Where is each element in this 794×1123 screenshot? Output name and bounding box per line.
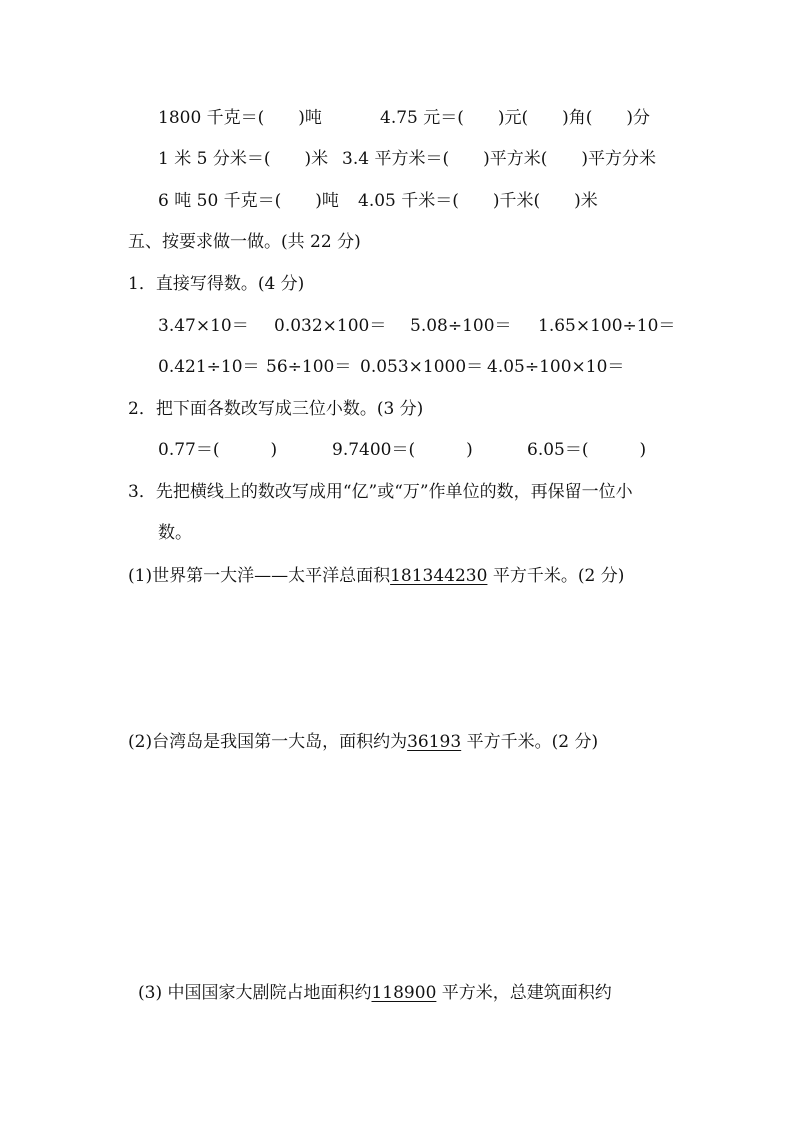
- q3-part2-post: 平方千米。(2 分): [461, 732, 599, 752]
- q3-part1-pre: (1)世界第一大洋——太平洋总面积: [128, 566, 391, 586]
- q3-part2-number: 36193: [407, 732, 462, 752]
- q1-r2-c: 0.053×1000＝: [360, 357, 484, 377]
- conv-r2-left: 1 米 5 分米＝( )米: [158, 149, 329, 169]
- q3-part3-post: 平方米，总建筑面积约: [436, 983, 612, 1003]
- q2-item-3: 6.05＝( ): [527, 440, 647, 460]
- conv-r3-right: 4.05 千米＝( )千米( )米: [358, 191, 598, 211]
- q2-title: 2．把下面各数改写成三位小数。(3 分): [128, 399, 424, 419]
- q3-title-line1: 3．先把横线上的数改写成用“亿”或“万”作单位的数，再保留一位小: [128, 482, 633, 502]
- q3-part2-pre: (2)台湾岛是我国第一大岛，面积约为: [128, 732, 408, 752]
- section5-title: 五、按要求做一做。(共 22 分): [128, 232, 361, 252]
- q3-part1-number: 181344230: [390, 566, 488, 586]
- q3-part2: [128, 732, 598, 752]
- q3-part3: [138, 983, 612, 1003]
- q3-part3-number: 118900: [371, 983, 437, 1003]
- q2-item-2: 9.7400＝( ): [332, 440, 473, 460]
- conv-r1-left: 1800 千克＝( )吨: [158, 108, 322, 128]
- q1-r2-a: 0.421÷10＝: [158, 357, 260, 377]
- q1-r1-b: 0.032×100＝: [274, 316, 387, 336]
- conv-r3-left: 6 吨 50 千克＝( )吨: [158, 191, 339, 211]
- q1-r1-a: 3.47×10＝: [158, 316, 249, 336]
- q3-part1-post: 平方千米。(2 分): [487, 566, 625, 586]
- q1-r1-c: 5.08÷100＝: [410, 316, 512, 336]
- q2-item-1: 0.77＝( ): [158, 440, 278, 460]
- q3-part3-pre: (3) 中国国家大剧院占地面积约: [138, 983, 372, 1003]
- q1-r2-d: 4.05÷100×10＝: [487, 357, 625, 377]
- q1-r2-b: 56÷100＝: [266, 357, 352, 377]
- q3-part1: [128, 566, 624, 586]
- q3-title-line2: 数。: [158, 523, 192, 543]
- conv-r1-right: 4.75 元＝( )元( )角( )分: [380, 108, 651, 128]
- q1-r1-d: 1.65×100÷10＝: [538, 316, 676, 336]
- conv-r2-right: 3.4 平方米＝( )平方米( )平方分米: [342, 149, 656, 169]
- q1-title: 1．直接写得数。(4 分): [128, 274, 305, 294]
